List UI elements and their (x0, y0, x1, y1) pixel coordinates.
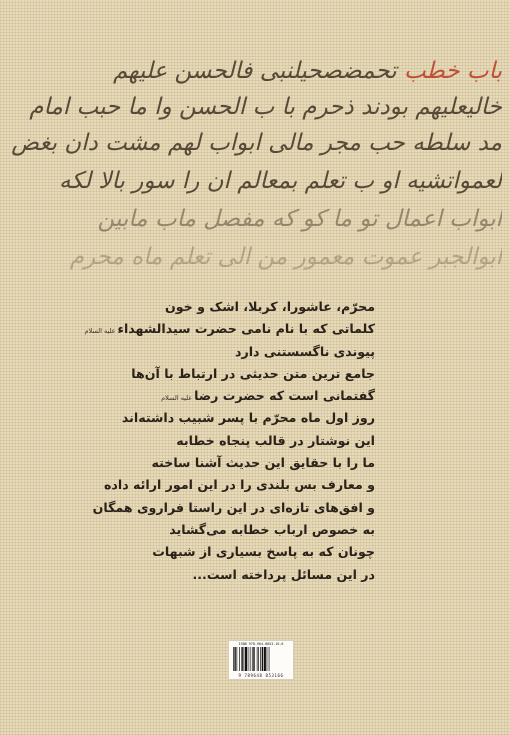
blurb-line (55, 564, 375, 586)
blurb-line-text: چونان که به پاسخ بسیاری از شبهات (152, 544, 375, 560)
blurb-line (55, 497, 375, 519)
blurb-line-text: ما را با حقایق این حدیث آشنا ساخته (151, 455, 375, 471)
blurb-line (55, 385, 375, 407)
manuscript-line (11, 128, 502, 158)
blurb-line-text: و معارف بس بلندی را در این امور ارائه داده (103, 477, 375, 493)
blurb-line-text: جامع ترین متن حدیثی در ارتباط با آن‌ها (131, 365, 375, 381)
manuscript-line-text: مد سلطه حب مجر مالی ابواب لهم مشت دان بغض (11, 130, 502, 156)
blurb-line-text: روز اول ماه محرّم با پسر شبیب داشته‌اند (121, 410, 375, 426)
manuscript-line (70, 242, 502, 272)
blurb-line-text: کلماتی که با نام نامی حضرت سیدالشهداء (117, 321, 375, 337)
blurb-line-text: و افق‌های تازه‌ای در این راستا فراروی همگان (92, 499, 375, 515)
manuscript-line-text: ابواب اعمال تو ما کو که مفصل ماب مابین (97, 206, 502, 232)
manuscript-line-text: تحمضصحیلنبی فالحسن علیهم (113, 58, 397, 84)
blurb-line-text: پیوندی ناگسستنی دارد (234, 343, 375, 359)
isbn-label: ISBN 978-964-8853-16-6 (238, 642, 284, 646)
blurb-line (55, 296, 375, 318)
manuscript-line-text: خالیعلیهم بودند ذحرم با ب الحسن وا ما حبب امام (29, 94, 502, 120)
blurb-text (55, 296, 375, 586)
manuscript-line (113, 56, 502, 86)
manuscript-line (29, 92, 502, 122)
blurb-line (55, 363, 375, 385)
blurb-line-text: به خصوص ارباب خطابه می‌گشاید (169, 521, 375, 537)
barcode-icon (233, 647, 289, 671)
manuscript-line-text: لعمواتشیه او ب تعلم بمعالم ان را سور بالا لکه (59, 168, 502, 194)
manuscript-line (59, 166, 502, 196)
blurb-line (55, 452, 375, 474)
manuscript-line (97, 204, 502, 234)
isbn-barcode (228, 640, 294, 680)
manuscript-image (11, 52, 508, 282)
manuscript-red-heading: باب خطب (403, 58, 502, 84)
blurb-line (55, 341, 375, 363)
blurb-line-text: در این مسائل پرداخته است... (192, 566, 375, 582)
blurb-line-text: محرّم، عاشورا، کربلا، اشک و خون (165, 299, 375, 314)
blurb-line (55, 430, 375, 452)
blurb-line (55, 519, 375, 541)
blurb-line-text: گفتمانی است که حضرت رضا (194, 388, 375, 404)
blurb-line (55, 474, 375, 496)
blurb-line (55, 407, 375, 429)
blurb-line (55, 318, 375, 340)
blurb-line-text: این نوشتار در قالب پنجاه خطابه (176, 432, 375, 448)
barcode-number: 9 789648 853166 (238, 673, 284, 678)
honorific: علیه السلام (84, 327, 116, 336)
honorific: علیه السلام (161, 394, 193, 403)
manuscript-line-text: ابوالجبر عموت معمور من الی تعلم ماه محرم (69, 244, 502, 270)
blurb-line (55, 541, 375, 563)
